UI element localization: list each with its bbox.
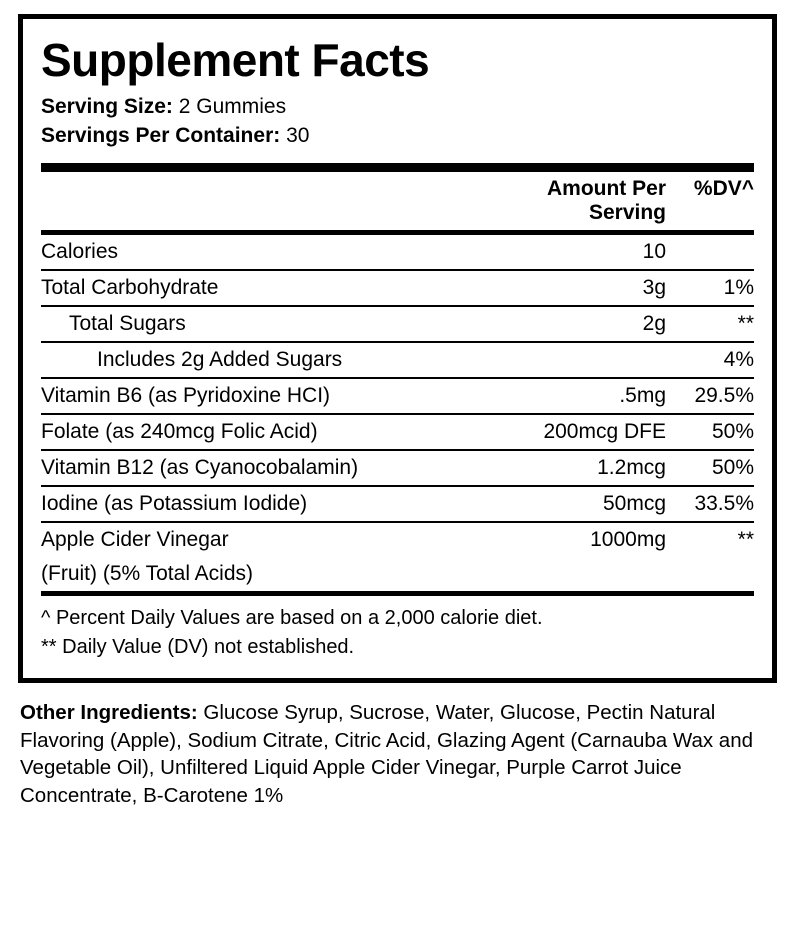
nutrient-dv: 1% [672, 270, 754, 306]
supplement-facts-panel [18, 14, 777, 683]
facts-header-row [41, 172, 754, 230]
nutrient-name: Folate (as 240mcg Folic Acid) [41, 414, 516, 450]
nutrient-amount: 3g [516, 270, 672, 306]
table-row [41, 522, 754, 557]
nutrient-amount: .5mg [516, 378, 672, 414]
table-row [41, 414, 754, 450]
table-row [41, 486, 754, 522]
divider-thick [41, 163, 754, 172]
serving-size-value: 2 Gummies [178, 95, 287, 118]
other-ingredients [18, 699, 777, 810]
nutrient-dv: 50% [672, 450, 754, 486]
nutrient-name: Includes 2g Added Sugars [41, 342, 516, 378]
nutrient-dv: 4% [672, 342, 754, 378]
nutrient-amount: 200mcg DFE [516, 414, 672, 450]
nutrient-amount: 50mcg [516, 486, 672, 522]
nutrient-dv: ** [672, 522, 754, 557]
nutrient-name: Total Carbohydrate [41, 270, 516, 306]
nutrient-name: Apple Cider Vinegar [41, 522, 516, 557]
nutrient-amount [516, 557, 672, 591]
nutrient-name: Vitamin B6 (as Pyridoxine HCI) [41, 378, 516, 414]
table-row [41, 270, 754, 306]
nutrient-name: Vitamin B12 (as Cyanocobalamin) [41, 450, 516, 486]
nutrient-amount [516, 342, 672, 378]
table-row [41, 450, 754, 486]
servings-per-container-label: Servings Per Container: [41, 123, 281, 147]
footnotes [41, 596, 754, 662]
nutrient-dv: 29.5% [672, 378, 754, 414]
nutrient-amount: 1000mg [516, 522, 672, 557]
nutrient-dv: 33.5% [672, 486, 754, 522]
table-row [41, 378, 754, 414]
facts-table [41, 172, 754, 230]
servings-per-container-value: 30 [286, 123, 310, 147]
nutrient-dv [672, 235, 754, 270]
other-ingredients-text: Glucose Syrup, Sucrose, Water, Glucose, Pectin Natural Flavoring (Apple), Sodium Citrate, Citric Acid, Glazing Agent (Carnauba Wax and Vegetable Oil), Unfiltered Liquid Apple Cider Vinegar, Purple Carrot Juice Concentrate, B-Carotene 1% [20, 700, 754, 807]
nutrient-name: Total Sugars [41, 306, 516, 342]
footnote-daily-value: ^ Percent Daily Values are based on a 2,000 calorie diet. [41, 606, 543, 629]
nutrient-dv: 50% [672, 414, 754, 450]
panel-title: Supplement Facts [41, 34, 430, 86]
nutrient-name: Calories [41, 239, 119, 263]
table-row [41, 306, 754, 342]
nutrient-name: (Fruit) (5% Total Acids) [41, 561, 253, 585]
nutrient-dv: ** [672, 306, 754, 342]
other-ingredients-label: Other Ingredients: [20, 700, 198, 724]
nutrient-dv [672, 557, 754, 591]
table-row [41, 235, 754, 270]
footnote-dv-not-established: ** Daily Value (DV) not established. [41, 635, 355, 658]
nutrients-table [41, 235, 754, 591]
table-row [41, 342, 754, 378]
serving-size-line [41, 93, 754, 122]
serving-size-label: Serving Size: [41, 95, 173, 118]
table-row-continuation [41, 557, 754, 591]
header-daily-value: %DV^ [693, 176, 754, 200]
header-blank [41, 172, 516, 230]
nutrient-amount: 2g [516, 306, 672, 342]
nutrient-amount: 10 [642, 239, 666, 263]
nutrient-amount: 1.2mcg [516, 450, 672, 486]
servings-per-container-line [41, 122, 754, 151]
header-amount-per-serving: Amount Per Serving [546, 176, 666, 224]
nutrient-name: Iodine (as Potassium Iodide) [41, 486, 516, 522]
